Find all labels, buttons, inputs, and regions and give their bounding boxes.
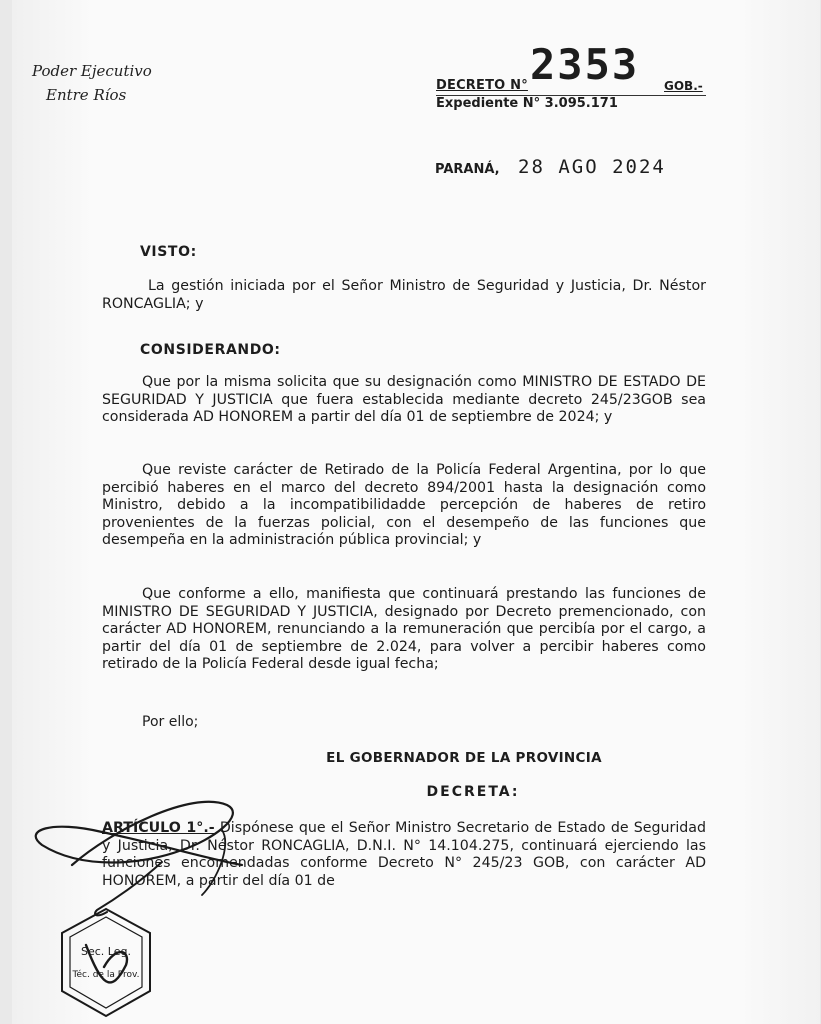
por-ello-text: Por ello; bbox=[142, 714, 199, 730]
date-stamp: 28 AGO 2024 bbox=[518, 156, 666, 178]
decreta-heading: DECRETA: bbox=[426, 784, 520, 800]
considerando-paragraph-1: Que por la misma solicita que su designación como MINISTRO DE ESTADO DE SEGURIDAD Y JUSTICIA que fuera establecida mediante decreto 245/23GOB sea considerada AD HONOREM a partir del día 01 de septiembre de 2024; y bbox=[102, 374, 706, 426]
official-seal bbox=[56, 905, 156, 1020]
decree-suffix: GOB.- bbox=[664, 79, 703, 93]
article-1-text: Dispónese que el Señor Ministro Secretario de Estado de Seguridad y Justicia, Dr. Néstor RONCAGLIA, D.N.I. N° 14.104.275, continuará ejerciendo las funciones encomendadas conforme Decreto N° 245/23 GOB, con carácter AD HONOREM, a partir del día 01 de bbox=[102, 820, 706, 889]
expediente-number: Expediente N° 3.095.171 bbox=[436, 96, 618, 111]
place-name: PARANÁ, bbox=[435, 162, 500, 177]
document-page bbox=[12, 0, 820, 1024]
considerando-paragraph-3: Que conforme a ello, manifiesta que continuará prestando las funciones de MINISTRO DE SEGURIDAD Y JUSTICIA, designado por Decreto premencionado, con carácter AD HONOREM, renunciando a la remuneración que percibía por el cargo, a partir del día 01 de septiembre de 2.024, para volver a percibir haberes como retirado de la Policía Federal desde igual fecha; bbox=[102, 586, 706, 673]
considerando-heading: CONSIDERANDO: bbox=[140, 342, 281, 358]
letterhead-line-1: Poder Ejecutivo bbox=[32, 62, 152, 80]
considerando-paragraph-2: Que reviste carácter de Retirado de la Policía Federal Argentina, por lo que percibió haberes en el marco del decreto 894/2001 hasta la designación como Ministro, debido a la incompatibilidadde percepción de haberes de retiro provenientes de la fuerzas policial, con el desempeño de las funciones que desempeña en la administración pública provincial; y bbox=[102, 462, 706, 549]
letterhead-line-2: Entre Ríos bbox=[46, 86, 127, 104]
decree-number: 2353 bbox=[530, 40, 640, 89]
seal-line-1: Sec. Leg. bbox=[81, 945, 131, 958]
article-1-label: ARTÍCULO 1°.- bbox=[102, 820, 215, 836]
visto-heading: VISTO: bbox=[140, 244, 197, 260]
governor-heading: EL GOBERNADOR DE LA PROVINCIA bbox=[326, 750, 602, 766]
decree-label: DECRETO N° bbox=[436, 78, 528, 93]
seal-line-2: Téc. de la Prov. bbox=[72, 970, 140, 980]
visto-paragraph: La gestión iniciada por el Señor Ministro de Seguridad y Justicia, Dr. Néstor RONCAGLIA; y bbox=[102, 278, 706, 312]
